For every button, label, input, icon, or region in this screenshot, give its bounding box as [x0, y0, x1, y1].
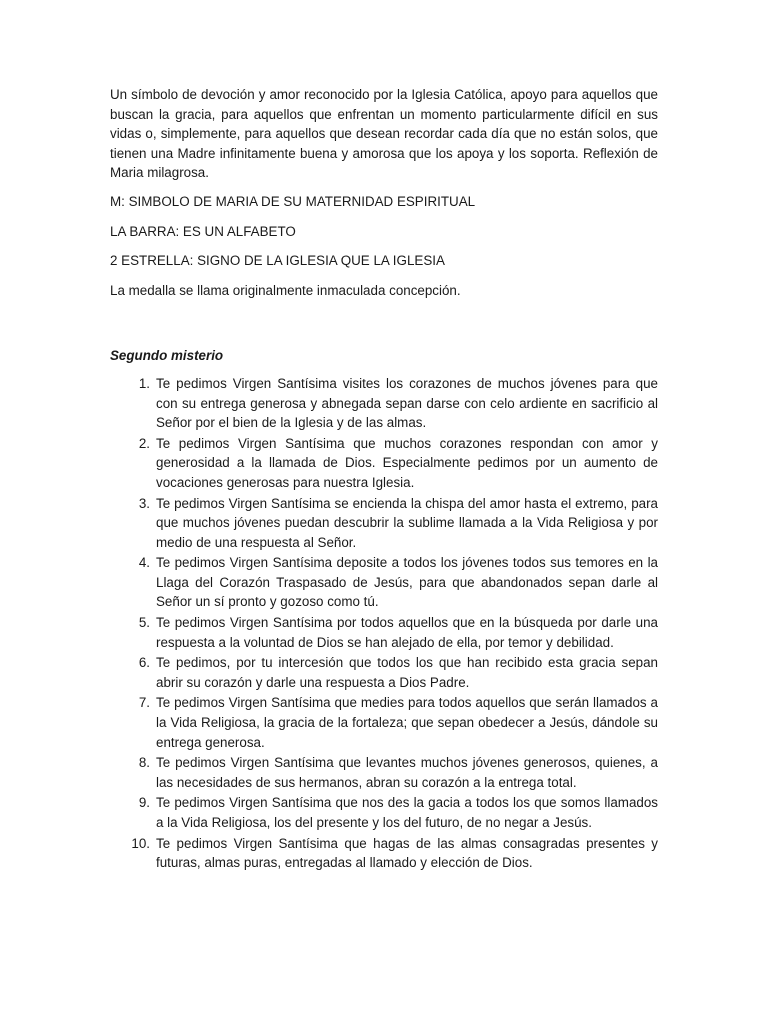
petition-item — [110, 834, 658, 873]
petition-text: Te pedimos, por tu intercesión que todos los que han recibido esta gracia sepan abrir su corazón y darle una respuesta a Dios Padre. — [156, 655, 658, 690]
petition-text: Te pedimos Virgen Santísima deposite a todos los jóvenes todos sus temores en la Llaga del Corazón Traspasado de Jesús, para que abandonados sepan darle al Señor un sí pronto y gozoso como tú. — [156, 555, 658, 610]
petition-number: 10. — [131, 835, 150, 851]
petition-item — [110, 434, 658, 493]
section-heading: Segundo misterio — [110, 348, 224, 364]
petition-text: Te pedimos Virgen Santísima que levantes muchos jóvenes generosos, quienes, a las necesidades de sus hermanos, abran su corazón a la entrega total. — [156, 755, 658, 790]
petition-number: 5. — [138, 615, 150, 631]
petition-number: 3. — [138, 495, 150, 511]
petition-number: 8. — [138, 755, 150, 771]
document-page — [110, 85, 658, 874]
petition-item — [110, 613, 658, 652]
intro-paragraph: Un símbolo de devoción y amor reconocido por la Iglesia Católica, apoyo para aquellos que buscan la gracia, para aquellos que enfrentan un momento particularmente difícil en sus vidas o, simplemente, para aquellos que desean recordar cada día que no están solos, que tienen una Madre infinitamente buena y amorosa que los apoya y los soporta. Reflexión de Maria milagrosa. — [110, 87, 658, 181]
petition-text: Te pedimos Virgen Santísima que hagas de las almas consagradas presentes y futuras, almas puras, entregadas al llamado y elección de Dios. — [156, 835, 658, 871]
petition-item — [110, 693, 658, 752]
petition-item — [110, 753, 658, 792]
medal-name-line: La medalla se llama originalmente inmaculada concepción. — [110, 282, 461, 298]
section-spacer — [110, 310, 658, 346]
petition-text: Te pedimos Virgen Santísima que muchos corazones respondan con amor y generosidad a la llamada de Dios. Especialmente pedimos por un aumento de vocaciones generosas para nuestra Iglesia. — [156, 435, 658, 490]
petition-number: 6. — [138, 655, 150, 671]
petition-text: Te pedimos Virgen Santísima por todos aquellos que en la búsqueda por darle una respuesta a la voluntad de Dios se han alejado de ella, por temor y debilidad. — [156, 615, 658, 650]
petition-list — [110, 374, 658, 873]
symbol-bar-line: LA BARRA: ES UN ALFABETO — [110, 223, 296, 239]
petition-text: Te pedimos Virgen Santísima que nos des la gacia a todos los que somos llamados a la Vida Religiosa, los del presente y los del futuro, de no negar a Jesús. — [156, 795, 658, 830]
petition-item — [110, 553, 658, 612]
petition-number: 9. — [138, 795, 150, 811]
petition-text: Te pedimos Virgen Santísima visites los corazones de muchos jóvenes para que con su entrega generosa y abnegada sepan darse con celo ardiente en sacrificio al Señor por el bien de la Iglesia y de las almas. — [156, 375, 658, 431]
petition-item — [110, 793, 658, 832]
petition-text: Te pedimos Virgen Santísima que medies para todos aquellos que serán llamados a la Vida Religiosa, la gracia de la fortaleza; que sepan obedecer a Jesús, dándole su entrega generosa. — [156, 695, 658, 750]
petition-number: 1. — [138, 375, 150, 391]
petition-item — [110, 374, 658, 433]
symbol-star-line: 2 ESTRELLA: SIGNO DE LA IGLESIA QUE LA IGLESIA — [110, 253, 445, 269]
symbol-m-line: M: SIMBOLO DE MARIA DE SU MATERNIDAD ESPIRITUAL — [110, 193, 476, 209]
petition-number: 7. — [138, 695, 150, 711]
petition-text: Te pedimos Virgen Santísima se encienda la chispa del amor hasta el extremo, para que muchos jóvenes puedan descubrir la sublime llamada a la Vida Religiosa y por medio de una respuesta al Señor. — [156, 495, 658, 550]
petition-number: 4. — [138, 555, 150, 571]
petition-item — [110, 494, 658, 553]
petition-item — [110, 653, 658, 692]
petition-number: 2. — [138, 435, 150, 451]
